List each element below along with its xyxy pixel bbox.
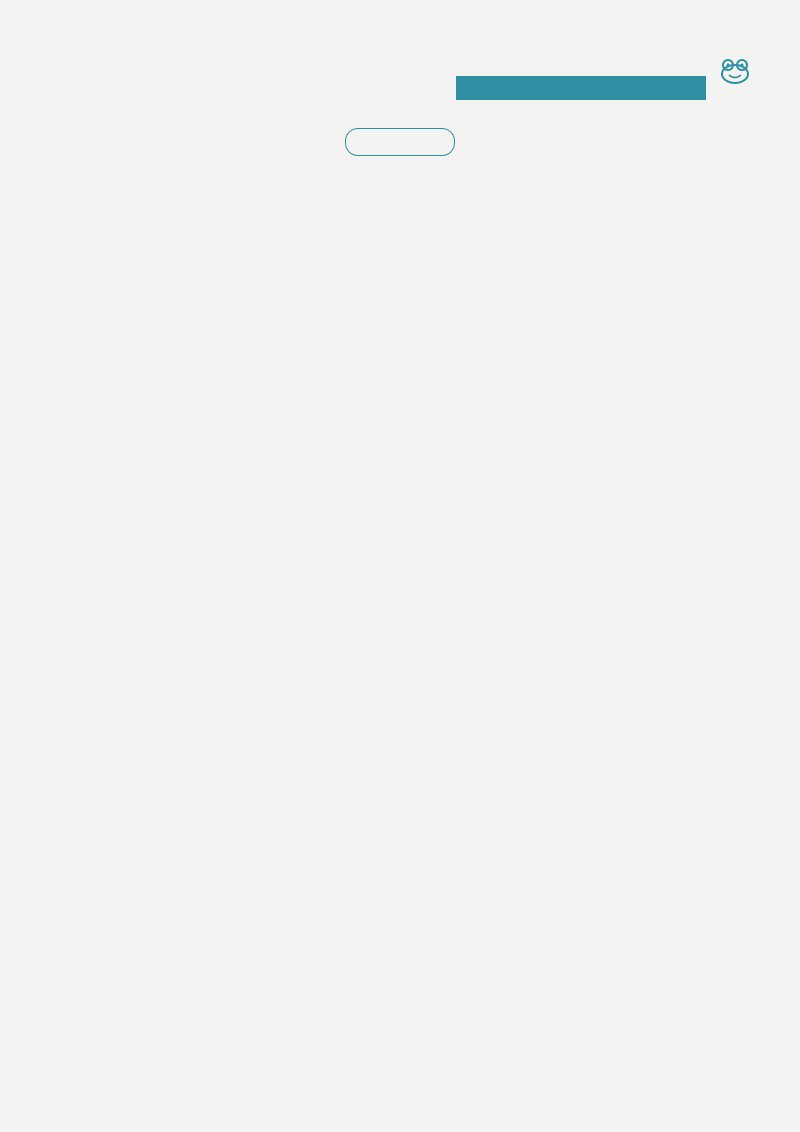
frog-logo-icon <box>718 58 752 84</box>
section-header <box>76 128 724 168</box>
chapter-header <box>456 76 706 100</box>
section-title <box>345 128 455 156</box>
page-content <box>76 118 724 168</box>
publisher-logo <box>706 58 764 106</box>
